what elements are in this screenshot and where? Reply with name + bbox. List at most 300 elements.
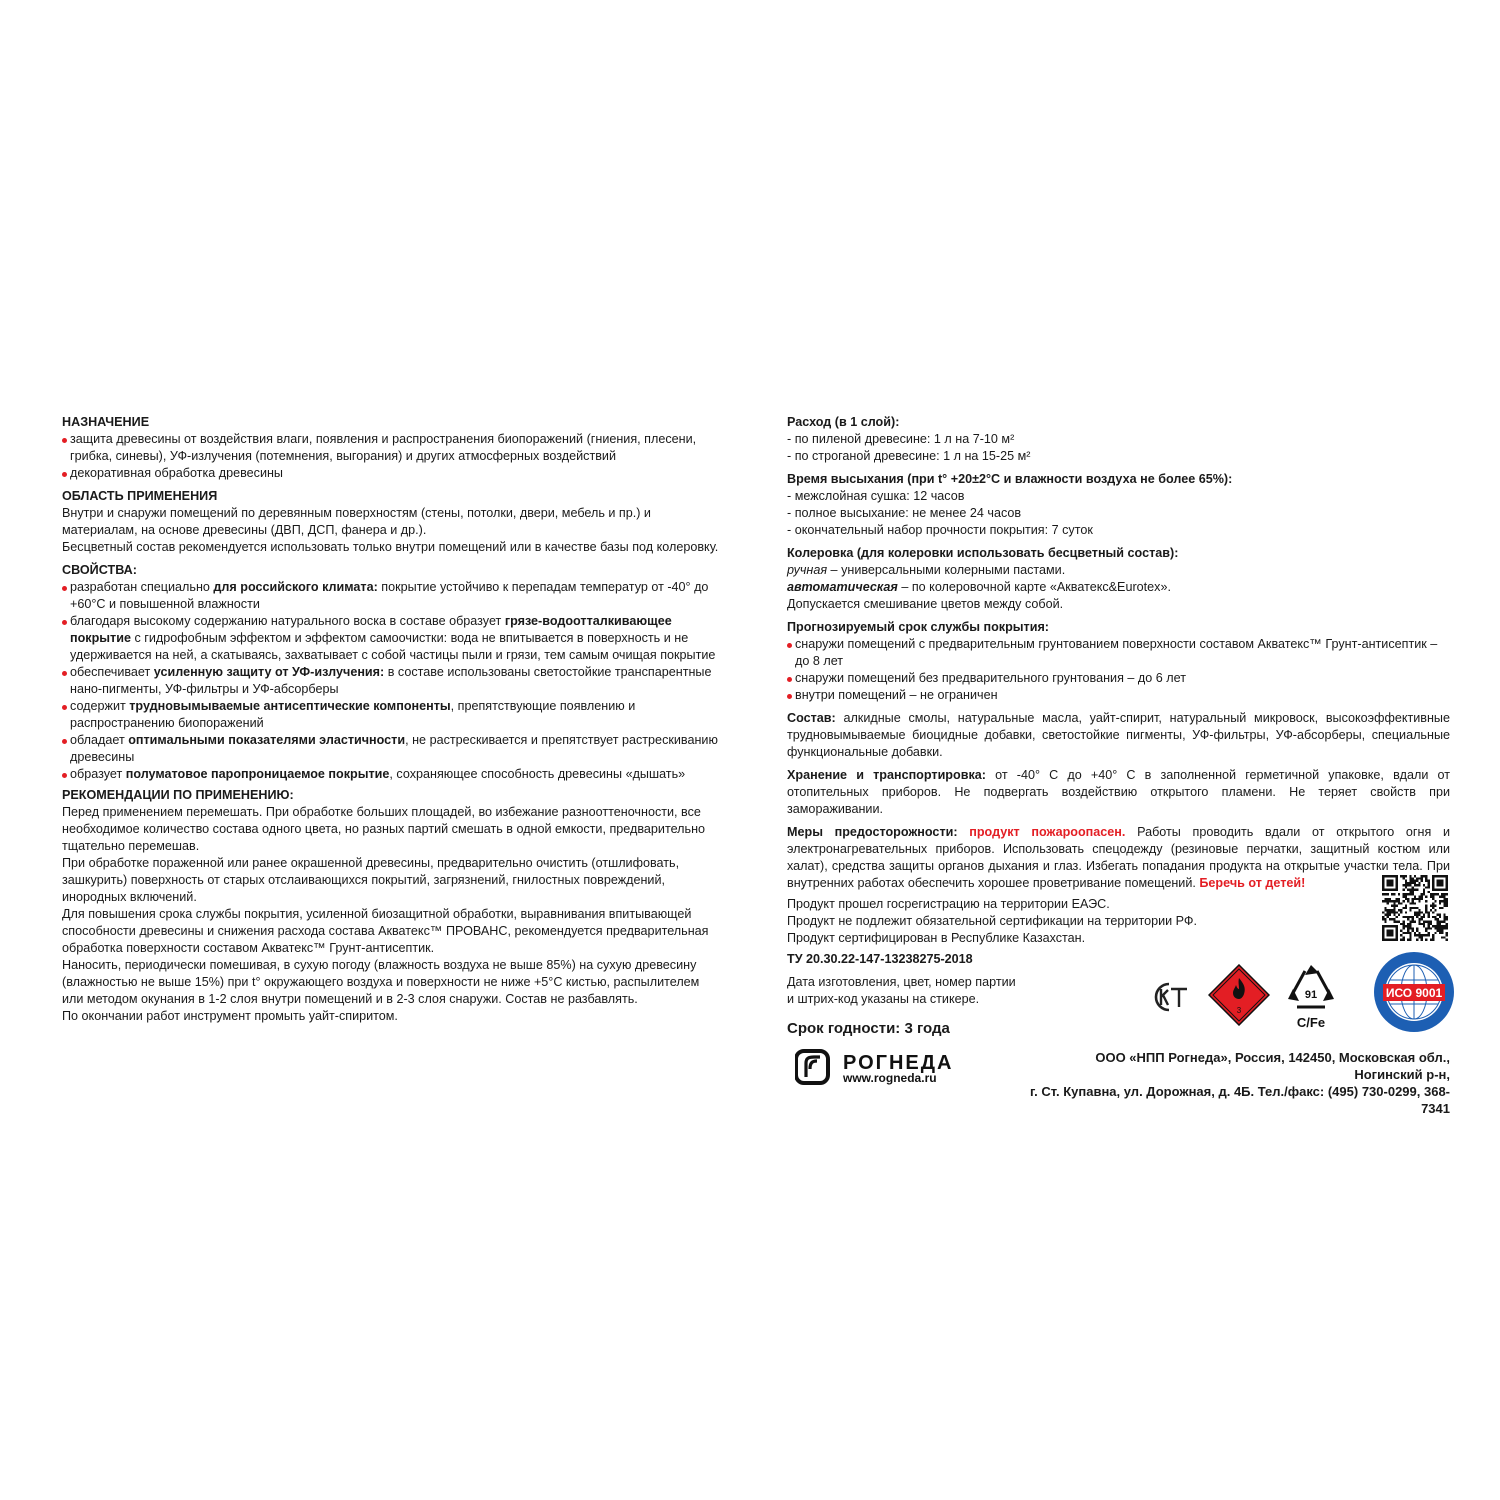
- qr-module: [1384, 898, 1386, 900]
- qr-module: [1407, 939, 1409, 941]
- qr-module: [1396, 927, 1398, 929]
- qr-module: [1384, 921, 1386, 923]
- qr-module: [1405, 875, 1407, 877]
- drying-line: - окончательный набор прочности покрытия: 7 суток: [787, 523, 1093, 537]
- qr-module: [1425, 895, 1427, 897]
- qr-module: [1405, 925, 1407, 927]
- qr-module: [1443, 895, 1445, 897]
- qr-module: [1437, 893, 1439, 895]
- qr-module: [1402, 900, 1404, 902]
- property-item: благодаря высокому содержанию натурального воска в составе образует грязе-водоотталкивающее покрытие с гидрофобным эффектом и эффектом самоочистки: вода не впитывается в поверхность и не удерживается на ней, а скатываясь, захватывает с собой частицы пыли и грязи, тем самым очищая покрытие: [62, 613, 724, 664]
- qr-module: [1405, 880, 1407, 882]
- qr-module: [1384, 893, 1386, 895]
- svg-text:РОГНЕДА: РОГНЕДА: [843, 1052, 954, 1074]
- qr-module: [1396, 889, 1398, 891]
- qr-module: [1409, 921, 1411, 923]
- qr-module: [1391, 925, 1393, 927]
- qr-module: [1428, 916, 1430, 918]
- qr-module: [1409, 916, 1411, 918]
- qr-module: [1432, 898, 1434, 900]
- qr-module: [1396, 900, 1398, 902]
- qr-module: [1441, 895, 1443, 897]
- qr-module: [1414, 914, 1416, 916]
- qr-module: [1414, 932, 1416, 934]
- qr-module: [1441, 936, 1443, 938]
- service-life-item: снаружи помещений без предварительного грунтования – до 6 лет: [787, 670, 1450, 687]
- qr-module: [1398, 902, 1400, 904]
- qr-module: [1443, 936, 1445, 938]
- qr-module: [1430, 921, 1432, 923]
- qr-module: [1425, 875, 1427, 877]
- qr-module: [1446, 916, 1448, 918]
- recommendation-text: Перед применением перемешать. При обработке больших площадей, во избежание разнооттеночности, все необходимое количество состава одного цвета, но разных партий смешать в одной емкости, предварительно тщательно перемешав.: [62, 805, 706, 853]
- qr-module: [1432, 875, 1434, 877]
- qr-module: [1407, 925, 1409, 927]
- qr-module: [1418, 882, 1420, 884]
- qr-module: [1432, 916, 1434, 918]
- qr-module: [1414, 934, 1416, 936]
- qr-module: [1412, 891, 1414, 893]
- qr-module: [1432, 882, 1434, 884]
- qr-module: [1409, 932, 1411, 934]
- purpose-heading: НАЗНАЧЕНИЕ: [62, 415, 150, 429]
- qr-module: [1414, 911, 1416, 913]
- qr-module: [1446, 880, 1448, 882]
- qr-module: [1434, 925, 1436, 927]
- qr-module: [1391, 909, 1393, 911]
- qr-module: [1441, 930, 1443, 932]
- qr-module: [1402, 877, 1404, 879]
- qr-module: [1405, 886, 1407, 888]
- qr-module: [1430, 905, 1432, 907]
- qr-module: [1409, 909, 1411, 911]
- qr-module: [1405, 893, 1407, 895]
- qr-module: [1412, 886, 1414, 888]
- qr-module: [1407, 927, 1409, 929]
- qr-module: [1398, 909, 1400, 911]
- qr-module: [1407, 923, 1409, 925]
- qr-module: [1446, 905, 1448, 907]
- qr-module: [1425, 880, 1427, 882]
- qr-module: [1402, 893, 1404, 895]
- qr-module: [1425, 934, 1427, 936]
- qr-module: [1437, 880, 1439, 882]
- qr-module: [1441, 875, 1443, 877]
- qr-module: [1421, 923, 1423, 925]
- qr-module: [1439, 914, 1441, 916]
- qr-module: [1437, 918, 1439, 920]
- qr-module: [1393, 900, 1395, 902]
- qr-module: [1428, 925, 1430, 927]
- qr-module: [1412, 921, 1414, 923]
- qr-module: [1409, 907, 1411, 909]
- qr-module: [1446, 900, 1448, 902]
- qr-module: [1446, 918, 1448, 920]
- qr-module: [1400, 875, 1402, 877]
- company-address: [1030, 1049, 1450, 1117]
- qr-module: [1446, 923, 1448, 925]
- qr-module: [1434, 918, 1436, 920]
- qr-module: [1387, 898, 1389, 900]
- qr-module: [1430, 927, 1432, 929]
- qr-module: [1423, 925, 1425, 927]
- qr-module: [1387, 911, 1389, 913]
- qr-module: [1400, 911, 1402, 913]
- qr-module: [1441, 900, 1443, 902]
- qr-module: [1382, 884, 1384, 886]
- qr-module: [1418, 914, 1420, 916]
- qr-module: [1416, 916, 1418, 918]
- qr-module: [1425, 911, 1427, 913]
- qr-module: [1428, 927, 1430, 929]
- qr-module: [1400, 923, 1402, 925]
- qr-module: [1441, 907, 1443, 909]
- qr-module: [1423, 921, 1425, 923]
- qr-module: [1396, 911, 1398, 913]
- qr-module: [1393, 905, 1395, 907]
- qr-module: [1398, 898, 1400, 900]
- registration-line: Продукт не подлежит обязательной сертификации на территории РФ.: [787, 914, 1197, 928]
- qr-module: [1432, 925, 1434, 927]
- date-note: Дата изготовления, цвет, номер партии: [787, 975, 1016, 989]
- qr-module: [1437, 882, 1439, 884]
- qr-module: [1446, 884, 1448, 886]
- qr-module: [1428, 923, 1430, 925]
- qr-module: [1387, 930, 1389, 932]
- qr-module: [1446, 889, 1448, 891]
- qr-module: [1428, 932, 1430, 934]
- qr-module: [1418, 900, 1420, 902]
- qr-module: [1423, 934, 1425, 936]
- svg-text:ИСО 9001: ИСО 9001: [1385, 986, 1443, 1000]
- qr-module: [1384, 875, 1386, 877]
- qr-module: [1446, 886, 1448, 888]
- area-text: Внутри и снаружи помещений по деревянным поверхностям (стены, потолки, двери, мебель и пр.) и материалам, на основе древесины (ДВП, ДСП, фанера и др.).: [62, 506, 651, 537]
- qr-module: [1437, 875, 1439, 877]
- qr-module: [1441, 921, 1443, 923]
- recommendation-text: При обработке пораженной или ранее окрашенной древесины, предварительно очистить (отшлифовать, зашкурить) поверхность от старых отслаивающихся покрытий, загрязнений, гнилостных повреждений, инородных включений.: [62, 856, 680, 904]
- qr-module: [1432, 895, 1434, 897]
- qr-module: [1416, 939, 1418, 941]
- qr-module: [1432, 902, 1434, 904]
- qr-module: [1428, 921, 1430, 923]
- qr-module: [1443, 905, 1445, 907]
- consumption-line: - по строганой древесине: 1 л на 15-25 м²: [787, 449, 1031, 463]
- qr-module: [1389, 934, 1391, 936]
- qr-module: [1396, 921, 1398, 923]
- qr-module: [1414, 907, 1416, 909]
- qr-module: [1446, 875, 1448, 877]
- qr-module: [1412, 898, 1414, 900]
- qr-module: [1428, 934, 1430, 936]
- qr-module: [1412, 930, 1414, 932]
- qr-module: [1382, 893, 1384, 895]
- qr-module: [1412, 877, 1414, 879]
- qr-module: [1389, 925, 1391, 927]
- qr-module: [1412, 882, 1414, 884]
- property-item: обладает оптимальными показателями эластичности, не растрескивается и препятствует растрескиванию древесины: [62, 732, 724, 766]
- qr-module: [1432, 934, 1434, 936]
- qr-module: [1396, 936, 1398, 938]
- qr-module: [1441, 893, 1443, 895]
- qr-module: [1428, 891, 1430, 893]
- qr-module: [1407, 893, 1409, 895]
- qr-module: [1405, 898, 1407, 900]
- qr-module: [1434, 909, 1436, 911]
- qr-module: [1441, 889, 1443, 891]
- qr-module: [1443, 916, 1445, 918]
- service-life-item: снаружи помещений с предварительным грунтованием поверхности составом Акватекс™ Грунт-антисептик – до 8 лет: [787, 636, 1450, 670]
- qr-module: [1382, 918, 1384, 920]
- qr-module: [1387, 875, 1389, 877]
- qr-module: [1393, 911, 1395, 913]
- qr-module: [1387, 934, 1389, 936]
- qr-module: [1443, 914, 1445, 916]
- qr-module: [1402, 889, 1404, 891]
- qr-module: [1439, 932, 1441, 934]
- qr-module: [1421, 911, 1423, 913]
- qr-module: [1409, 875, 1411, 877]
- consumption-line: - по пиленой древесине: 1 л на 7-10 м²: [787, 432, 1015, 446]
- qr-module: [1407, 884, 1409, 886]
- qr-module: [1387, 893, 1389, 895]
- qr-module: [1437, 930, 1439, 932]
- qr-module: [1396, 880, 1398, 882]
- qr-module: [1414, 921, 1416, 923]
- qr-module: [1382, 932, 1384, 934]
- qr-module: [1387, 939, 1389, 941]
- qr-module: [1393, 921, 1395, 923]
- qr-module: [1398, 914, 1400, 916]
- left-column: [62, 414, 724, 1025]
- qr-module: [1405, 895, 1407, 897]
- qr-module: [1412, 907, 1414, 909]
- qr-module: [1446, 925, 1448, 927]
- registration-line: Продукт сертифицирован в Республике Казахстан.: [787, 931, 1086, 945]
- qr-module: [1382, 936, 1384, 938]
- qr-module: [1416, 877, 1418, 879]
- qr-module: [1387, 925, 1389, 927]
- qr-module: [1443, 918, 1445, 920]
- recommendation-text: По окончании работ инструмент промыть уайт-спиритом.: [62, 1009, 398, 1023]
- qr-module: [1405, 884, 1407, 886]
- qr-module: [1416, 927, 1418, 929]
- qr-module: [1425, 877, 1427, 879]
- qr-module: [1389, 918, 1391, 920]
- qr-module: [1428, 914, 1430, 916]
- qr-module: [1423, 916, 1425, 918]
- qr-module: [1418, 909, 1420, 911]
- qr-module: [1407, 932, 1409, 934]
- qr-module: [1430, 893, 1432, 895]
- qr-module: [1391, 930, 1393, 932]
- flammable-hazard-icon: [1208, 964, 1270, 1026]
- recommendations-heading: РЕКОМЕНДАЦИИ ПО ПРИМЕНЕНИЮ:: [62, 788, 294, 802]
- qr-module: [1407, 918, 1409, 920]
- qr-module: [1405, 882, 1407, 884]
- qr-module: [1407, 898, 1409, 900]
- qr-module: [1382, 875, 1384, 877]
- qr-module: [1402, 884, 1404, 886]
- qr-module: [1396, 916, 1398, 918]
- qr-module: [1387, 900, 1389, 902]
- qr-module: [1414, 902, 1416, 904]
- rogneda-logo: [795, 1049, 995, 1085]
- qr-module: [1428, 911, 1430, 913]
- qr-module: [1446, 932, 1448, 934]
- qr-module: [1414, 889, 1416, 891]
- qr-module: [1434, 889, 1436, 891]
- qr-module: [1400, 930, 1402, 932]
- qr-module: [1430, 909, 1432, 911]
- qr-module: [1425, 900, 1427, 902]
- qr-module: [1393, 909, 1395, 911]
- qr-module: [1393, 939, 1395, 941]
- qr-module: [1387, 909, 1389, 911]
- qr-module: [1425, 921, 1427, 923]
- qr-module: [1387, 884, 1389, 886]
- qr-module: [1382, 900, 1384, 902]
- qr-module: [1434, 905, 1436, 907]
- qr-module: [1400, 902, 1402, 904]
- qr-module: [1412, 902, 1414, 904]
- qr-module: [1389, 914, 1391, 916]
- qr-module: [1409, 882, 1411, 884]
- qr-module: [1407, 882, 1409, 884]
- qr-module: [1441, 927, 1443, 929]
- qr-module: [1396, 930, 1398, 932]
- qr-module: [1421, 939, 1423, 941]
- drying-heading: Время высыхания (при t° +20±2°С и влажности воздуха не более 65%):: [787, 472, 1233, 486]
- qr-module: [1391, 918, 1393, 920]
- qr-module: [1439, 923, 1441, 925]
- recommendation-text: Для повышения срока службы покрытия, усиленной биозащитной обработки, выравнивания впитывающей способности древесины и снижения расхода состава Акватекс™ ПРОВАНС, рекомендуется предварительная обработка поверхности составом Акватекс™ Грунт-антисептик.: [62, 907, 709, 955]
- qr-module: [1396, 877, 1398, 879]
- tinting-manual: ручная – универсальными колерными пастами.: [787, 563, 1066, 577]
- property-item: разработан специально для российского климата: покрытие устойчиво к перепадам температур от -40° до +60°С и повышенной влажности: [62, 579, 724, 613]
- qr-module: [1409, 889, 1411, 891]
- qr-module: [1393, 875, 1395, 877]
- qr-module: [1432, 911, 1434, 913]
- qr-module: [1432, 936, 1434, 938]
- qr-module: [1402, 875, 1404, 877]
- qr-module: [1430, 923, 1432, 925]
- qr-module: [1416, 898, 1418, 900]
- qr-module: [1432, 877, 1434, 879]
- qr-module: [1412, 918, 1414, 920]
- qr-module: [1439, 902, 1441, 904]
- qr-module: [1384, 939, 1386, 941]
- qr-module: [1418, 923, 1420, 925]
- qr-module: [1423, 889, 1425, 891]
- svg-text:3: 3: [1236, 1006, 1242, 1015]
- qr-module: [1391, 889, 1393, 891]
- purpose-item: декоративная обработка древесины: [62, 465, 724, 482]
- qr-module: [1400, 909, 1402, 911]
- qr-module: [1389, 932, 1391, 934]
- qr-module: [1421, 893, 1423, 895]
- qr-module: [1387, 916, 1389, 918]
- precautions-text: Меры предосторожности: продукт пожароопасен. Работы проводить вдали от открытого огня и электронагревательных приборов. Использовать спецодежду (резиновые перчатки, защитный костюм или халат), средства защиты органов дыхания и глаз. Избегать попадания продукта на открытые участки тела. При внутренних работах обеспечить хорошее проветривание помещений. Беречь от детей!: [787, 825, 1450, 890]
- qr-module: [1441, 925, 1443, 927]
- qr-module: [1434, 932, 1436, 934]
- qr-module: [1441, 880, 1443, 882]
- qr-module: [1416, 907, 1418, 909]
- qr-module: [1398, 921, 1400, 923]
- qr-module: [1412, 889, 1414, 891]
- qr-module: [1428, 882, 1430, 884]
- qr-module: [1416, 911, 1418, 913]
- qr-module: [1398, 893, 1400, 895]
- drying-line: - полное высыхание: не менее 24 часов: [787, 506, 1022, 520]
- qr-module: [1391, 939, 1393, 941]
- qr-module: [1432, 880, 1434, 882]
- svg-text:91: 91: [1304, 989, 1318, 1001]
- qr-module: [1407, 900, 1409, 902]
- qr-module: [1402, 907, 1404, 909]
- qr-module: [1414, 898, 1416, 900]
- qr-module: [1421, 936, 1423, 938]
- qr-module: [1416, 884, 1418, 886]
- qr-module: [1382, 882, 1384, 884]
- qr-module: [1446, 893, 1448, 895]
- qr-module: [1428, 880, 1430, 882]
- qr-module: [1382, 916, 1384, 918]
- qr-module: [1443, 898, 1445, 900]
- qr-module: [1389, 900, 1391, 902]
- qr-module: [1439, 925, 1441, 927]
- qr-module: [1423, 891, 1425, 893]
- qr-module: [1430, 939, 1432, 941]
- qr-module: [1391, 911, 1393, 913]
- qr-module: [1432, 893, 1434, 895]
- qr-module: [1432, 886, 1434, 888]
- qr-module: [1391, 882, 1393, 884]
- storage-text: Хранение и транспортировка: от -40° С до +40° С в заполненной герметичной упаковке, вдали от отопительных приборов. Не подвергать воздействию открытого пламени. Не теряет свойств при замораживании.: [787, 768, 1451, 816]
- property-item: образует полуматовое паропроницаемое покрытие, сохраняющее способность древесины «дышать»: [62, 766, 724, 783]
- qr-module: [1387, 932, 1389, 934]
- qr-module: [1439, 900, 1441, 902]
- qr-module: [1414, 875, 1416, 877]
- qr-module: [1389, 909, 1391, 911]
- qr-module: [1393, 918, 1395, 920]
- qr-module: [1409, 884, 1411, 886]
- qr-module: [1414, 880, 1416, 882]
- qr-module: [1439, 889, 1441, 891]
- tinting-auto: автоматическая – по колеровочной карте «Акватекс&Eurotex».: [787, 580, 1171, 594]
- qr-module: [1409, 927, 1411, 929]
- qr-module: [1432, 889, 1434, 891]
- qr-module: [1409, 923, 1411, 925]
- qr-module: [1441, 882, 1443, 884]
- qr-module: [1396, 925, 1398, 927]
- qr-module: [1387, 914, 1389, 916]
- qr-module: [1423, 914, 1425, 916]
- qr-module: [1384, 918, 1386, 920]
- qr-module: [1389, 930, 1391, 932]
- shelf-life: Срок годности: 3 года: [787, 1020, 950, 1037]
- qr-module: [1432, 884, 1434, 886]
- qr-module: [1384, 925, 1386, 927]
- qr-module: [1382, 934, 1384, 936]
- qr-module: [1384, 909, 1386, 911]
- qr-module: [1382, 930, 1384, 932]
- qr-module: [1418, 884, 1420, 886]
- qr-module: [1418, 918, 1420, 920]
- qr-module: [1412, 900, 1414, 902]
- qr-module: [1393, 907, 1395, 909]
- qr-module: [1402, 925, 1404, 927]
